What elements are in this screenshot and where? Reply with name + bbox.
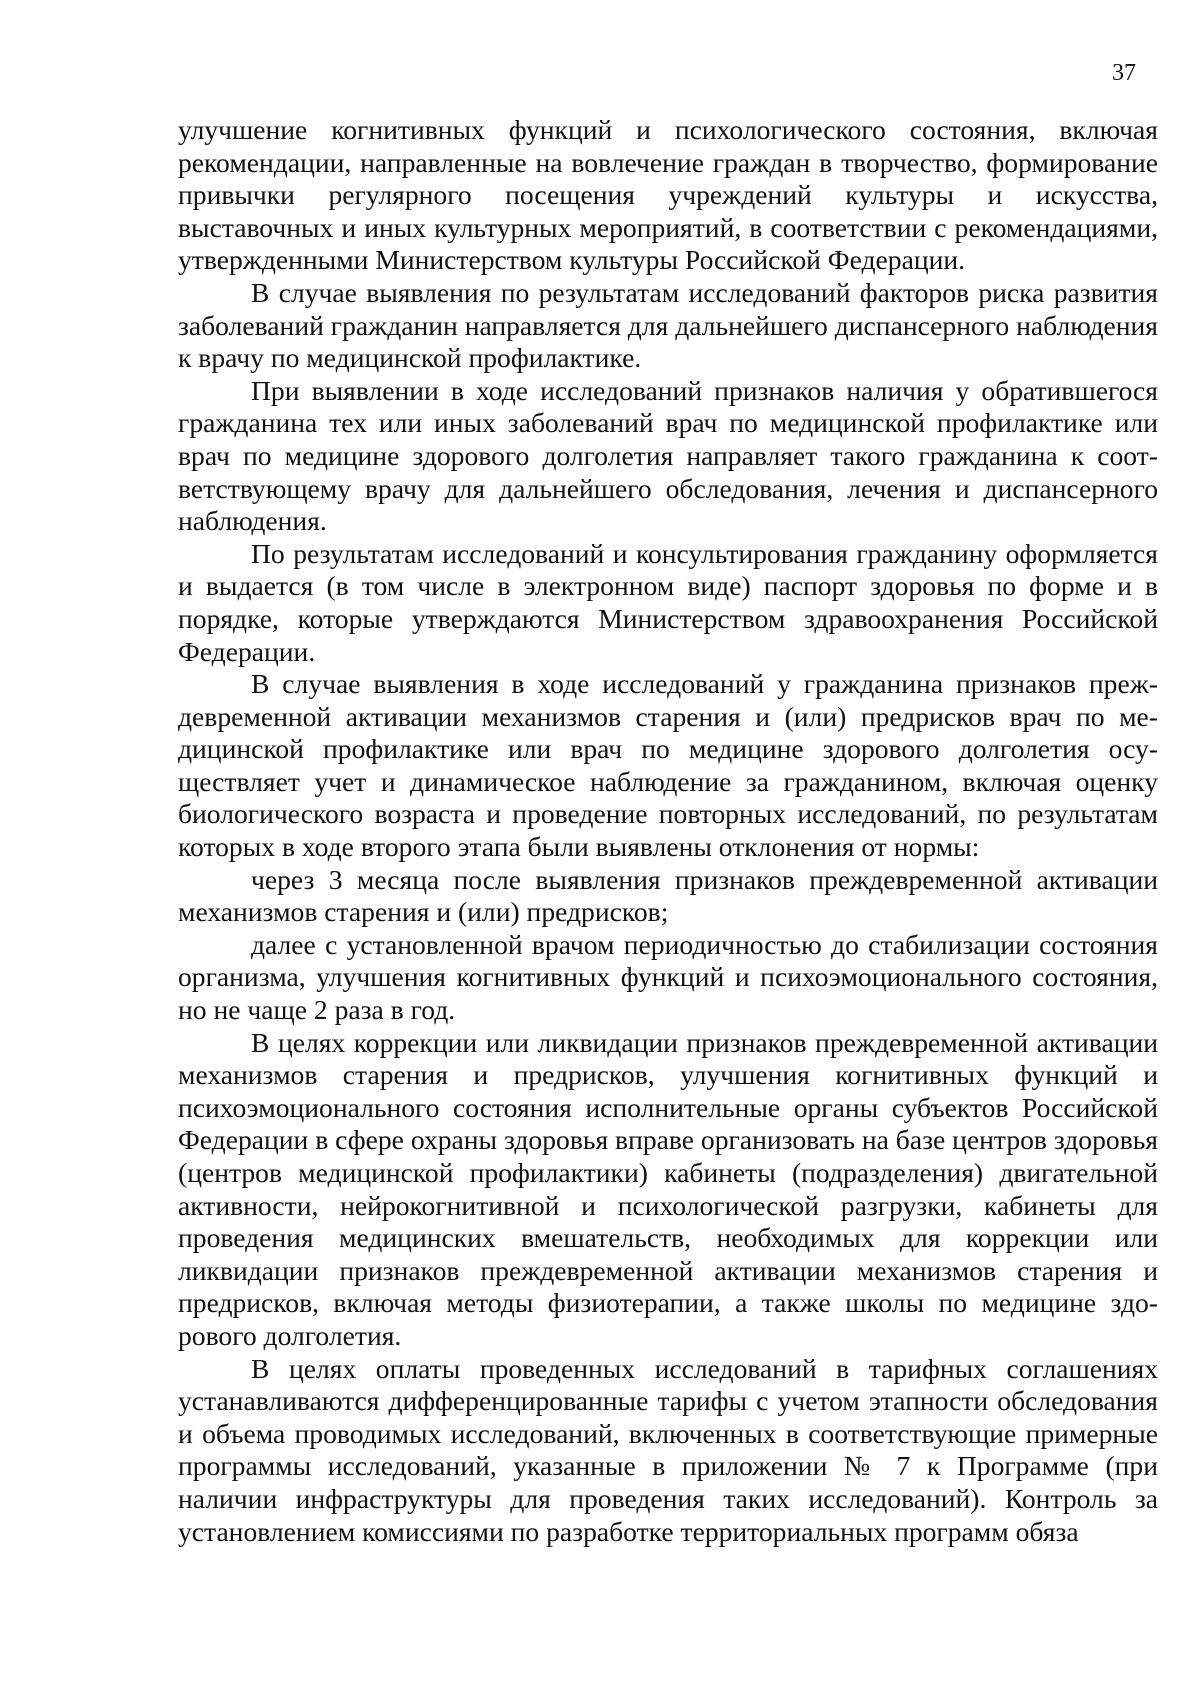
paragraph-3: При выявлении в ходе исследований признаков наличия у обратившегося гражданина тех или иных заболеваний врач по медицинской профилактике или врач по медицине здорового долголетия направляет такого гражданина к соответствующему врачу для дальнейшего обследования, лечения и диспансерного наблюдения. xyxy=(178,374,1158,537)
page-number: 37 xyxy=(1112,60,1136,86)
paragraph-4: По результатам исследований и консультирования гражданину оформляется и выдается (в том числе в электронном виде) паспорт здоровья по форме и в порядке, которые утверждаются Министерством здравоохранения Российской Федерации. xyxy=(178,537,1158,667)
paragraph-2: В случае выявления по результатам исследований факторов риска развития заболеваний гражданин направляется для дальнейшего диспансерного наблюдения к врачу по медицинской профилактике. xyxy=(178,276,1158,374)
paragraph-9: В целях оплаты проведенных исследований в тарифных соглашениях устанавливаются дифференцированные тарифы с учетом этапности обследования и объема проводимых исследований, включенных в соответствующие примерные программы исследований, указанные в приложении № 7 к Программе (при наличии инфраструктуры для проведения таких исследований). Контроль за установлением комиссиями по разработке территориальных программ обяза xyxy=(178,1352,1158,1547)
paragraph-7: далее с установленной врачом периодичностью до стабилизации состояния организма, улучшения когнитивных функций и психоэмоционального состояния, но не чаще 2 раза в год. xyxy=(178,928,1158,1026)
document-body xyxy=(178,114,1158,1548)
paragraph-1: улучшение когнитивных функций и психологического состояния, включая рекомендации, направленные на вовлечение граждан в творчество, формирование привычки регулярного посещения учреждений культуры и искусства, выставочных и иных культурных мероприятий, в соответствии с рекомендациями, утвержденными Министерством культуры Российской Федерации. xyxy=(178,114,1158,276)
paragraph-6: через 3 месяца после выявления признаков преждевременной активации механизмов старения и (или) предрисков; xyxy=(178,863,1158,928)
paragraph-8: В целях коррекции или ликвидации признаков преждевременной активации механизмов старения и предрисков, улучшения когнитивных функций и психоэмоционального состояния исполнительные органы субъектов Российской Федерации в сфере охраны здоровья вправе организовать на базе центров здоровья (центров медицинской профилактики) кабинеты (подразделения) двигательной активности, нейрокогнитивной и психологической разгрузки, кабинеты для проведения медицинских вмешательств, необходимых для коррекции или ликвидации признаков преждевременной активации механизмов старения и предрисков, включая методы физиотерапии, а также школы по медицине здорового долголетия. xyxy=(178,1026,1158,1351)
paragraph-5: В случае выявления в ходе исследований у гражданина признаков преждевременной активации механизмов старения и (или) предрисков врач по медицинской профилактике или врач по медицине здорового долголетия осуществляет учет и динамическое наблюдение за гражданином, включая оценку биологического возраста и проведение повторных исследований, по результатам которых в ходе второго этапа были выявлены отклонения от нормы: xyxy=(178,668,1158,863)
